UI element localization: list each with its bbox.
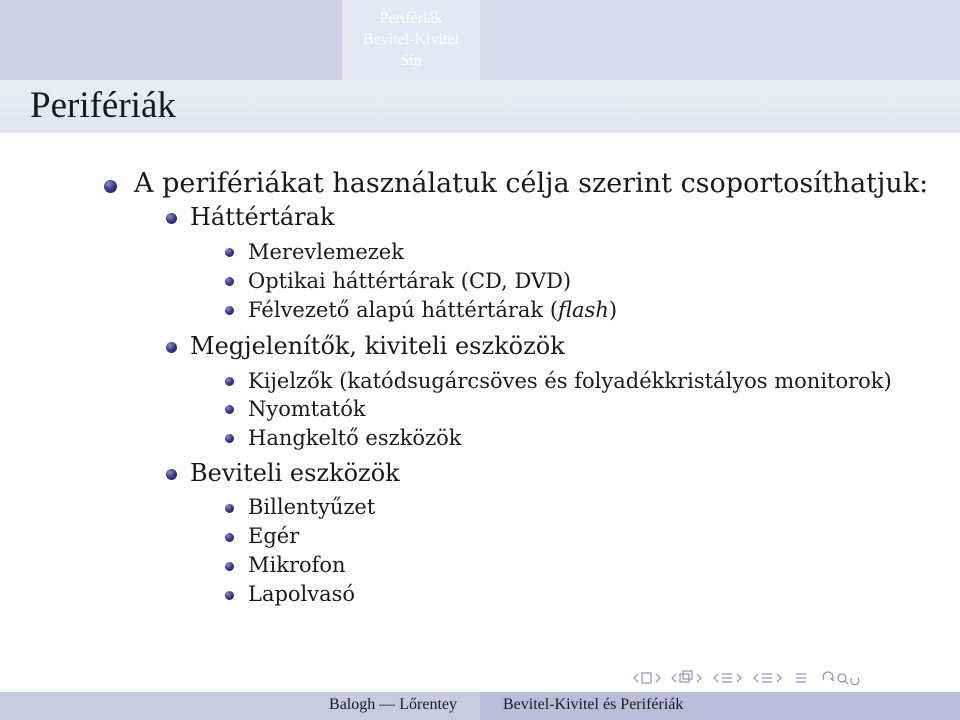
list-item: Kijelzők (katódsugárcsöves és folyadékkristályos monitorok) <box>248 369 892 393</box>
nav-section-bevitel-kivitel[interactable]: Bevitel-Kivitel <box>363 31 459 48</box>
group-label-megjelenitok: Megjelenítők, kiviteli eszközök <box>190 332 565 360</box>
list-item: Optikai háttértárak (CD, DVD) <box>248 269 572 293</box>
bullet-icon <box>225 377 234 386</box>
footer-author: Balogh — Lőrentey <box>329 696 457 713</box>
list-item: Hangkeltő eszközök <box>248 426 462 450</box>
group-label-hattertarak: Háttértárak <box>190 203 335 231</box>
list-item: Lapolvasó <box>248 582 356 606</box>
nav-section-icon[interactable] <box>754 674 781 682</box>
list-item: Nyomtatók <box>248 397 366 421</box>
bullet-icon <box>225 533 234 542</box>
bullet-icon <box>225 405 234 414</box>
bullet-icon <box>225 504 234 513</box>
bullet-icon <box>225 434 234 443</box>
list-item-italic: flash <box>558 298 609 322</box>
bullet-icon <box>166 213 177 224</box>
frame-title: Perifériák <box>30 85 176 126</box>
nav-document-icon[interactable] <box>796 674 806 682</box>
list-item-suffix: ) <box>608 298 618 322</box>
list-item <box>248 298 617 322</box>
intro-line: A perifériákat használatuk célja szerint csoportosíthatjuk: <box>134 168 929 199</box>
bullet-icon <box>225 306 234 315</box>
group-label-beviteli: Beviteli eszközök <box>190 459 400 487</box>
bullet-icon <box>225 562 234 571</box>
list-item: Mikrofon <box>248 553 346 577</box>
list-item: Billentyűzet <box>248 495 376 519</box>
bullet-icon <box>166 342 177 353</box>
footer-bar <box>0 692 960 720</box>
footer-talk-title: Bevitel-Kivitel és Perifériák <box>503 696 684 713</box>
nav-subsection-icon[interactable] <box>714 674 741 682</box>
list-item-prefix: Félvezető alapú háttértárak ( <box>248 298 559 322</box>
bullet-icon <box>225 591 234 600</box>
bullet-icon <box>225 277 234 286</box>
bullet-icon <box>166 469 177 480</box>
list-item: Merevlemezek <box>248 240 404 264</box>
list-item: Egér <box>248 524 300 548</box>
nav-section-perifériák[interactable]: Perifériák <box>379 10 443 27</box>
nav-section-sin[interactable]: Sín <box>400 52 422 69</box>
bullet-icon <box>225 248 234 257</box>
nav-search-icon[interactable] <box>823 672 859 685</box>
beamer-navigation <box>632 668 950 688</box>
nav-frame-icon[interactable] <box>672 671 701 682</box>
nav-slide-icon[interactable] <box>634 673 660 683</box>
footer-left <box>0 692 480 720</box>
bullet-icon <box>104 180 117 193</box>
